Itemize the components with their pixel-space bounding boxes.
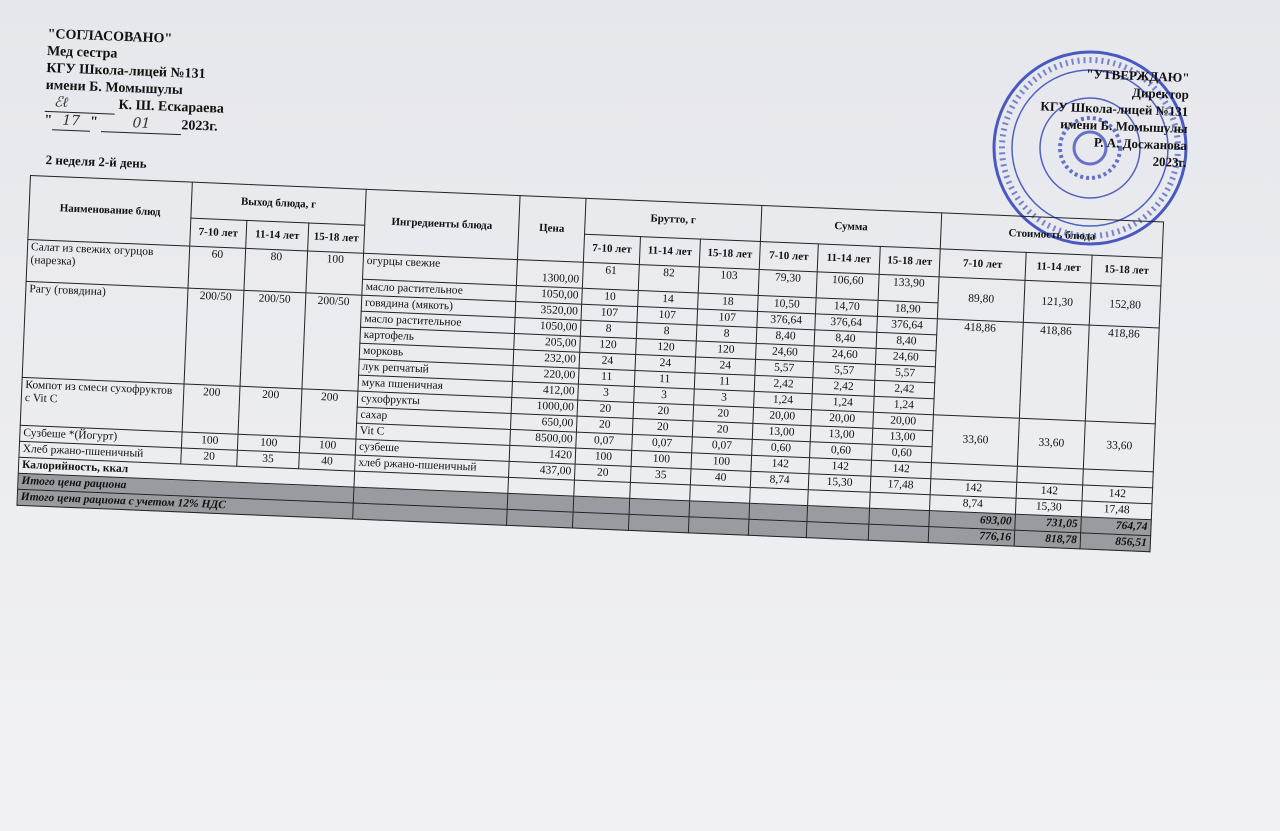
header-brutto-age3: 15-18 лет [699, 239, 760, 269]
ingredient-brutto: 8 [580, 320, 637, 338]
ingredient-sum: 5,57 [875, 364, 936, 382]
ingredient-sum: 24,60 [875, 348, 936, 366]
total-value: 693,00 [929, 511, 1016, 531]
menu-table-wrapper [16, 175, 1164, 552]
ingredient-brutto: 24 [579, 352, 636, 370]
ingredient-brutto: 8 [696, 325, 757, 343]
dish-cost: 418,86 [1085, 325, 1159, 424]
ingredient-brutto: 11 [694, 373, 755, 391]
approve-position: Директор [1131, 84, 1190, 103]
dish-cost: 33,60 [1083, 421, 1155, 472]
dish-name: Компот из смеси сухофруктов с Vit C [20, 377, 184, 432]
ingredient-sum: 17,48 [870, 476, 931, 494]
signature-scribble: ℰℓ [45, 94, 116, 115]
ingredient-sum: 20,00 [753, 407, 812, 425]
ingredient-price: 220,00 [512, 365, 579, 384]
ingredient-sum: 2,42 [874, 380, 935, 398]
ingredient-brutto: 100 [691, 453, 752, 471]
approval-block-right [1001, 62, 1190, 171]
approval-org-name: имени Б. Момышулы [45, 77, 184, 99]
calories-label: Калорийность, ккал [18, 457, 354, 487]
ingredient-sum: 142 [871, 460, 932, 478]
ingredient-sum: 10,50 [758, 295, 817, 313]
ingredient-price: 3520,00 [515, 302, 582, 321]
ingredient-price: 1050,00 [514, 318, 581, 337]
ingredient-sum: 13,00 [810, 426, 873, 445]
ingredient-brutto: 107 [581, 304, 638, 322]
ingredient-sum: 13,00 [872, 428, 933, 446]
dish-output: 100 [181, 432, 238, 450]
dish-output: 200/50 [184, 288, 244, 386]
dish-cost: 418,86 [1019, 322, 1089, 421]
header-dish: Наименование блюд [28, 176, 192, 247]
header-output: Выход блюда, г [191, 182, 366, 225]
ingredient-sum: 5,57 [755, 359, 814, 377]
ingredient-brutto: 20 [576, 416, 633, 434]
ingredient-price: 1420 [509, 445, 576, 464]
ingredient-sum: 1,24 [873, 396, 934, 414]
ingredient-sum: 376,64 [877, 316, 938, 334]
ingredient-name: сахар [357, 407, 512, 429]
header-cost-age2: 11-14 лет [1025, 252, 1092, 283]
menu-table [16, 175, 1164, 552]
header-sum: Сумма [760, 206, 941, 249]
header-sum-age3: 15-18 лет [879, 246, 940, 276]
ingredient-price: 1300,00 [516, 260, 583, 289]
ingredient-brutto: 20 [574, 464, 631, 482]
ingredient-sum: 2,42 [812, 378, 875, 397]
ingredient-brutto: 0,07 [632, 434, 693, 452]
ingredient-brutto: 8 [636, 323, 697, 341]
ingredient-brutto: 0,07 [576, 432, 633, 450]
ingredient-price: 232,00 [513, 349, 580, 368]
dish-name: Хлеб ржано-пшеничный [19, 441, 182, 464]
approval-month: 01 [101, 114, 182, 135]
ingredient-sum: 2,42 [754, 375, 813, 393]
ingredient-brutto: 120 [636, 338, 697, 356]
ingredient-sum: 5,57 [813, 362, 876, 381]
ingredient-price: 412,00 [512, 381, 579, 400]
header-sum-age1: 7-10 лет [759, 242, 818, 272]
ingredient-brutto: 11 [634, 370, 695, 388]
approval-block-left [44, 26, 227, 137]
dish-output: 100 [306, 251, 364, 295]
approval-org: КГУ Школа-лицей №131 [46, 60, 206, 83]
ingredient-brutto: 18 [698, 293, 759, 311]
ingredient-brutto: 0,07 [692, 437, 753, 455]
ingredient-brutto: 3 [634, 386, 695, 404]
ingredient-sum: 8,74 [750, 471, 809, 489]
approve-org: КГУ Школа-лицей №131 [1040, 98, 1189, 120]
ingredient-sum: 106,60 [816, 272, 879, 301]
ingredient-name: огурцы свежие [363, 253, 518, 285]
ingredient-price: 205,00 [514, 333, 581, 352]
approve-year: 2023г. [1152, 153, 1187, 171]
total-value: 764,74 [1081, 517, 1152, 536]
ingredient-brutto: 100 [631, 450, 692, 468]
ingredient-brutto: 14 [638, 291, 699, 309]
approve-org-name: имени Б. Момышулы [1059, 116, 1188, 137]
header-sum-age2: 11-14 лет [817, 244, 880, 275]
bread-cost: 15,30 [1015, 498, 1082, 517]
dish-cost: 418,86 [933, 319, 1023, 418]
dish-name: Салат из свежих огурцов (нарезка) [26, 239, 190, 288]
ingredient-brutto: 82 [638, 265, 699, 293]
ingredient-sum: 1,24 [754, 391, 813, 409]
ingredient-sum: 20,00 [811, 410, 874, 429]
dish-cost: 142 [1016, 482, 1083, 501]
ingredient-name: сухофрукты [357, 391, 512, 413]
ingredient-sum: 18,90 [877, 300, 938, 318]
ingredient-sum: 8,40 [876, 332, 937, 350]
total-vat-value: 776,16 [928, 527, 1015, 547]
ingredient-price: 650,00 [510, 413, 577, 432]
ingredient-name: хлеб ржано-пшеничный [355, 455, 510, 477]
header-output-age2: 11-14 лет [246, 220, 309, 251]
ingredient-brutto: 10 [582, 288, 639, 306]
header-cost: Стоимость блюда [940, 213, 1163, 258]
ingredient-brutto: 24 [695, 357, 756, 375]
dish-output: 80 [244, 248, 308, 293]
ingredient-sum: 376,64 [815, 314, 878, 333]
header-output-age1: 7-10 лет [190, 218, 247, 248]
dish-name: Сузбеше *(Йогурт) [20, 425, 183, 448]
ingredient-sum: 14,70 [815, 298, 878, 317]
ingredient-sum: 15,30 [808, 474, 871, 493]
dish-cost: 89,80 [937, 277, 1025, 322]
ingredient-name: картофель [360, 327, 515, 349]
total-value: 731,05 [1015, 514, 1082, 533]
ingredient-price: 8500,00 [510, 429, 577, 448]
approval-year: 2023г. [181, 118, 218, 135]
ingredient-brutto: 20 [693, 405, 754, 423]
ingredient-brutto: 107 [697, 309, 758, 327]
approval-date: " 17 " 01 2023г. [44, 112, 218, 135]
ingredient-sum: 133,90 [878, 274, 939, 302]
ingredient-sum: 0,60 [810, 442, 873, 461]
ingredient-name: морковь [359, 343, 514, 365]
ingredient-brutto: 24 [635, 354, 696, 372]
ingredient-sum: 24,60 [814, 346, 877, 365]
dish-output: 35 [237, 450, 300, 469]
dish-cost: 152,80 [1089, 283, 1161, 328]
dish-output: 200 [182, 384, 240, 434]
ingredient-sum: 0,60 [752, 439, 811, 457]
ingredient-name: мука пшеничная [358, 375, 513, 397]
ingredient-sum: 376,64 [757, 311, 816, 329]
ingredient-brutto: 20 [577, 400, 634, 418]
dish-name: Рагу (говядина) [22, 281, 188, 384]
ingredient-name: Vit C [356, 423, 511, 445]
ingredient-price: 1050,00 [516, 286, 583, 305]
ingredient-brutto: 20 [692, 421, 753, 439]
dish-output: 200 [300, 389, 358, 439]
ingredient-brutto: 120 [696, 341, 757, 359]
header-cost-age3: 15-18 лет [1091, 255, 1162, 286]
ingredient-price: 437,00 [509, 461, 576, 480]
ingredient-sum: 8,40 [756, 327, 815, 345]
ingredient-name: лук репчатый [359, 359, 514, 381]
dish-output: 20 [181, 448, 238, 466]
total-vat-value: 856,51 [1080, 533, 1151, 552]
ingredient-brutto: 35 [630, 466, 691, 484]
ingredient-brutto: 107 [637, 307, 698, 325]
ingredient-sum: 8,40 [814, 330, 877, 349]
ingredient-name: сузбеше [355, 439, 510, 461]
approval-position: Мед сестра [46, 43, 118, 62]
total-vat-value: 818,78 [1014, 530, 1081, 549]
ingredient-name: говядина (мякоть) [361, 295, 516, 317]
ingredient-sum: 1,24 [812, 394, 875, 413]
ingredient-sum: 13,00 [752, 423, 811, 441]
ingredient-brutto: 100 [575, 448, 632, 466]
dish-cost: 142 [1082, 485, 1153, 504]
ingredient-brutto: 40 [690, 469, 751, 487]
dish-output: 200 [238, 386, 302, 437]
week-day-label: 2 неделя 2-й день [45, 152, 147, 171]
ingredient-sum: 79,30 [758, 269, 817, 297]
ingredient-name: масло растительное [362, 279, 517, 301]
ingredient-sum: 142 [809, 458, 872, 477]
ingredient-name: масло растительное [361, 311, 516, 333]
ingredient-price: 1000,00 [511, 397, 578, 416]
ingredient-sum: 20,00 [873, 412, 934, 430]
total-vat-label: Итого цена рациона с учетом 12% НДС [17, 489, 353, 519]
ingredient-brutto: 20 [632, 418, 693, 436]
approval-signer: К. Ш. Ескараева [118, 97, 225, 117]
dish-cost: 142 [930, 479, 1017, 499]
dish-output: 200/50 [240, 290, 306, 388]
total-label: Итого цена рациона [18, 473, 354, 503]
header-cost-age1: 7-10 лет [939, 249, 1026, 281]
header-brutto: Брутто, г [585, 198, 762, 241]
approve-signer: Р. А. Досжанова [1093, 134, 1188, 154]
header-price: Цена [517, 196, 586, 263]
bread-cost: 17,48 [1081, 501, 1152, 520]
dish-cost: 33,60 [1017, 418, 1085, 469]
ingredient-brutto: 103 [698, 267, 759, 295]
header-ingredients: Ингредиенты блюда [364, 189, 520, 259]
dish-output: 100 [237, 434, 300, 453]
header-brutto-age2: 11-14 лет [639, 237, 700, 267]
approval-title: "СОГЛАСОВАНО" [47, 26, 173, 47]
ingredient-brutto: 61 [582, 262, 639, 290]
header-brutto-age1: 7-10 лет [583, 234, 640, 264]
dish-output: 100 [299, 437, 356, 455]
ingredient-sum: 0,60 [872, 444, 933, 462]
dish-output: 60 [188, 246, 246, 290]
ingredient-brutto: 3 [578, 384, 635, 402]
ingredient-sum: 24,60 [756, 343, 815, 361]
header-output-age3: 15-18 лет [308, 223, 365, 253]
dish-output: 200/50 [302, 293, 362, 391]
ingredient-brutto: 20 [633, 402, 694, 420]
bread-cost: 8,74 [929, 495, 1016, 515]
ingredient-sum: 142 [751, 455, 810, 473]
dish-cost: 121,30 [1023, 280, 1091, 325]
ingredient-brutto: 3 [694, 389, 755, 407]
dish-cost: 33,60 [931, 415, 1019, 466]
approval-day: 17 [52, 112, 91, 131]
ingredient-brutto: 120 [580, 336, 637, 354]
dish-output: 40 [299, 453, 356, 471]
approve-title: "УТВЕРЖДАЮ" [1086, 66, 1190, 86]
ingredient-brutto: 11 [578, 368, 635, 386]
